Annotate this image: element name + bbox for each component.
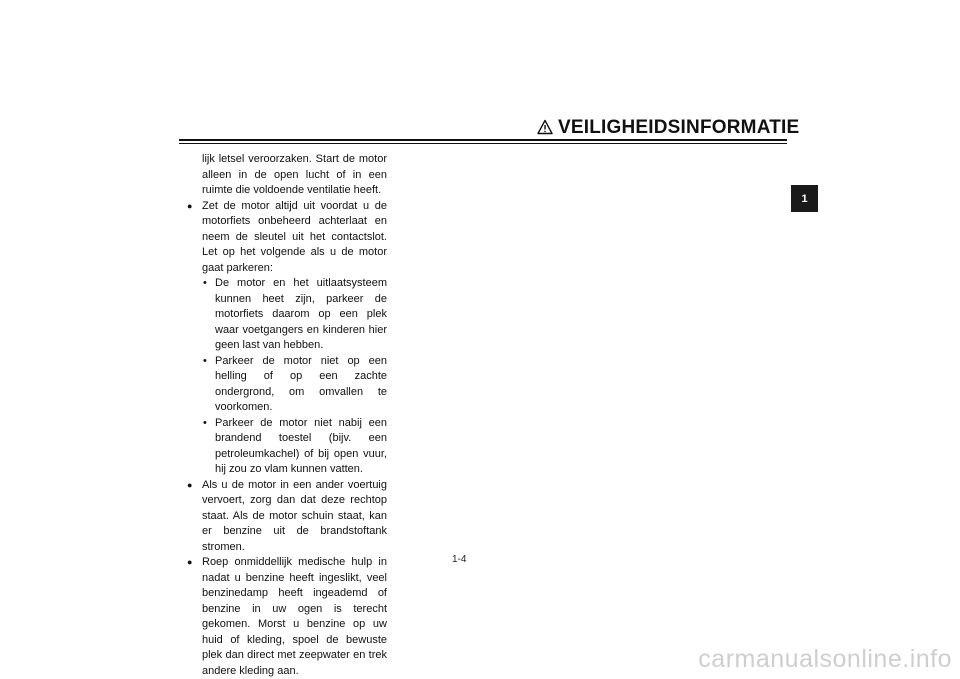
page-number: 1-4 xyxy=(452,554,467,565)
bullet-text: Als u de motor in een ander voertuig vervoert, zorg dan dat deze rechtop staat. Als de motor schuin staat, kan er benzine uit de brandstoftank stromen. xyxy=(202,478,387,553)
sub-bullet-item xyxy=(187,416,387,478)
sub-bullet-icon: • xyxy=(203,277,207,289)
sub-bullet-item xyxy=(187,354,387,416)
sub-bullet-text: De motor en het uitlaatsysteem kunnen heet zijn, parkeer de motorfiets daarom op een plek waar voetgangers en kinderen hier geen last van hebben. xyxy=(215,277,387,351)
intro-paragraph: lijk letsel veroorzaken. Start de motor alleen in de open lucht of in een ruimte die voldoende ventilatie heeft. xyxy=(202,153,387,196)
sub-bullet-item xyxy=(187,276,387,354)
sub-bullet-text: Parkeer de motor niet op een helling of op een zachte ondergrond, om omvallen te voorkomen. xyxy=(215,354,387,413)
bullet-item xyxy=(187,555,387,679)
bullet-text: Roep onmiddellijk medische hulp in nadat u benzine heeft ingeslikt, veel benzinedamp heeft ingeademd of benzine in uw ogen is terecht gekomen. Morst u benzine op uw huid of kleding, spoel de bewuste plek dan direct met zeepwater en trek andere kleding aan. xyxy=(202,556,387,677)
body-text xyxy=(187,152,387,679)
watermark: carmanualsonline.info xyxy=(698,645,952,673)
sub-bullet-text: Parkeer de motor niet nabij een brandend toestel (bijv. een petroleumkachel) of bij open vuur, hij zou zo vlam kunnen vatten. xyxy=(215,416,387,475)
bullet-text: Zet de motor altijd uit voordat u de motorfiets onbeheerd achterlaat en neem de sleutel uit het contactslot. Let op het volgende als u de motor gaat parkeren: xyxy=(202,199,387,274)
header-rule xyxy=(179,139,787,141)
bullet-item xyxy=(187,199,387,277)
bullet-icon: ● xyxy=(187,557,193,567)
bullet-item xyxy=(187,478,387,556)
sub-bullet-icon: • xyxy=(203,354,207,367)
page-title: VEILIGHEIDSINFORMATIE xyxy=(558,117,800,138)
header-rule-thin xyxy=(179,143,787,144)
bullet-icon: ● xyxy=(187,200,193,211)
warning-triangle-icon xyxy=(537,119,553,135)
bullet-icon: ● xyxy=(187,479,193,490)
chapter-tab[interactable]: 1 xyxy=(791,185,818,212)
sub-bullet-icon: • xyxy=(203,416,207,429)
